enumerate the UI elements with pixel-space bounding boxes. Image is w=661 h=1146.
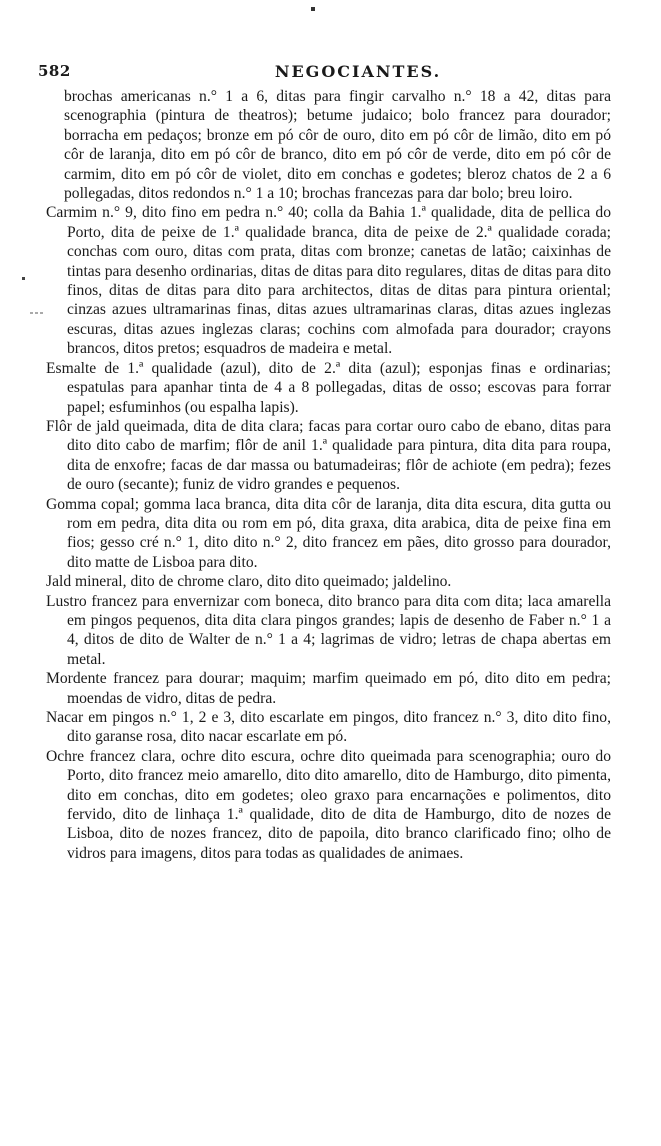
entry-jald: Jald mineral, dito de chrome claro, dito dito queimado; jaldelino. [46,573,452,591]
entry-carmim: Carmim n.° 9, dito fino em pedra n.° 40; colla da Bahia 1.ª qualidade, dita de pellica do Porto, dita de peixe de 1.ª qualidade branca, dita de peixe de 2.ª qualidade corada; conchas com ouro, ditas com prata, ditas com bronze; canetas de latão; caixinhas de tintas para desenho ordinarias, ditas de ditas para dito regulares, ditas de ditas para dito finos, ditas de ditas para dito para architectos, ditas de ditas para pintura oriental; cinzas azues ultramarinas finas, ditas azues ultramarinas claras, ditas azues inglezas escuras, ditas azues inglezas claras; cochins com almofada para dourador; crayons brancos, ditos pretos; esquadros de madeira e metal. [46,204,611,358]
entry-flor: Flôr de jald queimada, dita de dita clara; facas para cortar ouro cabo de ebano, ditas para dito dito cabo de marfim; flôr de anil 1.ª qualidade para pintura, dita dita para roupa, dita de enxofre; facas de dar massa ou batumadeiras; flôr de achiote (em pedra); fezes de ouro (secante); funiz de vidro grandes e pequenos. [46,417,611,494]
page-header [38,62,608,84]
entry-lustro: Lustro francez para envernizar com boneca, dito branco para dita com dita; laca amarella em pingos pequenos, dita dita clara pingos grandes; lapis de desenho de Faber n.° 1 a 4, ditos de dito de Walter de n.° 1 a 4; lagrimas de vidro; letras de chapa abertas em metal. [46,592,611,668]
page-number: 582 [38,62,71,80]
entry-ochre: Ochre francez clara, ochre dito escura, ochre dito queimada para scenographia; ouro do Porto, dito francez meio amarello, dito dito amarello, dito de Hamburgo, dito pimenta, dito em conchas, dito em godetes; oleo graxo para encarnações e polimentos, dito fervido, dito de linhaça 1.ª qualidade, dito de dita de Hamburgo, dito de nozes de Lisboa, dito de nozes francez, dito de papoila, dito branco clarificado fino; olho de vidros para imagens, ditos para todas as qualidades de animaes. [46,747,611,862]
page-body [46,87,611,863]
top-ink-mark [311,7,315,11]
entry-gomma: Gomma copal; gomma laca branca, dita dita côr de laranja, dita dita escura, dita gutta ou rom em pedra, dita dita ou rom em pó, dita graxa, dita arabica, dita de peixe fina em fios; gesso cré n.° 1, dito dito n.° 2, dito francez em pães, dito grosso para dourador, dito matte de Lisboa para dito. [46,495,611,571]
running-title: NEGOCIANTES. [274,62,442,81]
entry-esmalte: Esmalte de 1.ª qualidade (azul), dito de 2.ª dita (azul); esponjas finas e ordinarias; espatulas para apanhar tinta de 4 a 8 pollegadas, ditas de osso; escovas para forrar papel; esfuminhos (ou espalha lapis). [46,359,611,416]
entry-brochas-continued: brochas americanas n.° 1 a 6, ditas para fingir carvalho n.° 18 a 42, ditas para scenographia (pintura de theatros); betume judaico; bolo francez para dourador; borracha em pedaços; bronze em pó côr de ouro, dito em pó côr de limão, dito em pó côr de laranja, dito em pó côr de branco, dito em pó côr de verde, dito em pó côr de carmim, dito em pó côr de violet, dito em conchas e godetes; bleroz chatos de 2 a 6 pollegadas, ditos redondos n.° 1 a 10; brochas francezas para dar bolo; breu loiro. [64,88,611,203]
entry-nacar: Nacar em pingos n.° 1, 2 e 3, dito escarlate em pingos, dito francez n.° 3, dito dito fino, dito garanse rosa, dito nacar escarlate em pó. [46,709,611,746]
entry-mordente: Mordente francez para dourar; maquim; marfim queimado em pó, dito dito em pedra; moendas de vidro, ditas de pedra. [46,670,611,707]
margin-dot-mark [22,277,25,280]
